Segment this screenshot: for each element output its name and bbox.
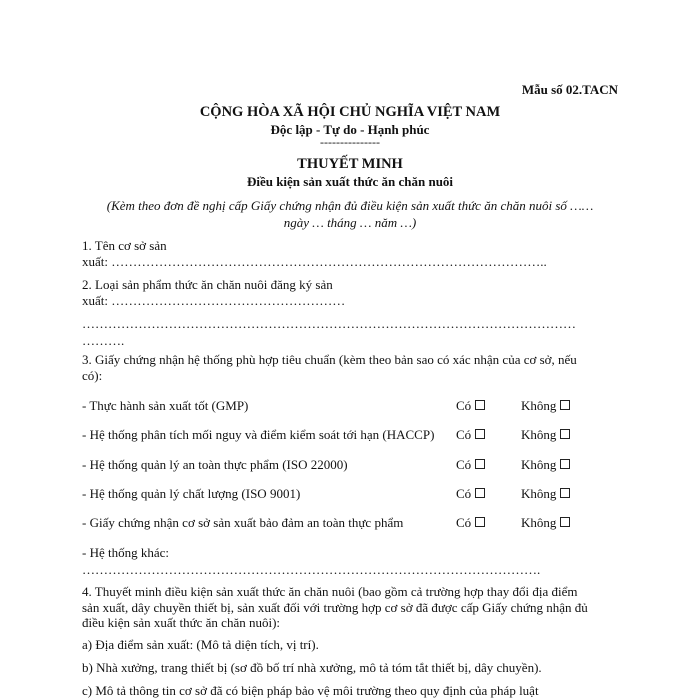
document-subtitle: Điều kiện sản xuất thức ăn chăn nuôi	[246, 174, 454, 189]
checkbox-icon	[475, 400, 485, 410]
checkbox-icon	[560, 400, 570, 410]
section2-label: 2. Loại sản phẩm thức ăn chăn nuôi đăng ký sản	[82, 277, 333, 292]
section3-heading: 3. Giấy chứng nhận hệ thống phù hợp tiêu chuẩn (kèm theo bản sao có xác nhận của cơ sở, nếu	[82, 352, 577, 367]
attachment-note-line1: (Kèm theo đơn đề nghị cấp Giấy chứng nhận đủ điều kiện sản xuất thức ăn chăn nuôi số ……	[106, 198, 594, 213]
header-separator: ---------------	[320, 135, 380, 149]
checkbox-icon	[560, 459, 570, 469]
checkbox-icon	[560, 517, 570, 527]
cert-item-other: - Hệ thống khác:	[82, 545, 170, 560]
iso9001-no-option[interactable]: Không	[521, 486, 570, 502]
national-motto: Độc lập - Tự do - Hạnh phúc	[270, 122, 430, 137]
cert-item-haccp: - Hệ thống phân tích mối nguy và điểm kiểm soát tới hạn (HACCP)	[82, 427, 435, 442]
section4-item-b: b) Nhà xưởng, trang thiết bị (sơ đồ bố trí nhà xưởng, mô tả tóm tắt thiết bị, dây chuyền).	[82, 660, 542, 675]
haccp-yes-option[interactable]: Có	[456, 427, 485, 443]
section3-heading-cont: có):	[82, 368, 103, 383]
section4-item-c: c) Mô tả thông tin cơ sở đã có biện pháp bảo vệ môi trường theo quy định của pháp luật	[82, 683, 539, 698]
cert-item-iso9001: - Hệ thống quản lý chất lượng (ISO 9001)	[82, 486, 301, 501]
country-name: CỘNG HÒA XÃ HỘI CHỦ NGHĨA VIỆT NAM	[199, 104, 501, 120]
checkbox-icon	[560, 488, 570, 498]
checkbox-icon	[475, 488, 485, 498]
section1-label: 1. Tên cơ sở sản	[82, 238, 167, 253]
checkbox-icon	[475, 517, 485, 527]
section2-dotted-line-end: ……….	[82, 333, 125, 348]
checkbox-icon	[560, 429, 570, 439]
haccp-no-option[interactable]: Không	[521, 427, 570, 443]
cert-item-gmp: - Thực hành sản xuất tốt (GMP)	[82, 398, 249, 413]
checkbox-icon	[475, 459, 485, 469]
gmp-yes-option[interactable]: Có	[456, 398, 485, 414]
form-number: Mẫu số 02.TACN	[521, 82, 618, 97]
food-safety-yes-option[interactable]: Có	[456, 515, 485, 531]
cert-item-iso22000: - Hệ thống quản lý an toàn thực phẩm (ISO 22000)	[82, 457, 348, 472]
gmp-no-option[interactable]: Không	[521, 398, 570, 414]
section4-heading-cont2: điều kiện sản xuất thức ăn chăn nuôi):	[82, 615, 281, 630]
document-title: THUYẾT MINH	[297, 156, 403, 172]
section4-heading: 4. Thuyết minh điều kiện sản xuất thức ăn chăn nuôi (bao gồm cả trường hợp thay đổi địa điểm	[82, 584, 578, 599]
section2-fill-line: xuất: ………………………………………………	[82, 293, 346, 308]
attachment-note-line2: ngày … tháng … năm …)	[283, 215, 417, 230]
section4-heading-cont1: sản xuất, dây chuyền thiết bị, sản xuất đối với trường hợp cơ sở đã được cấp Giấy chứng nhận đủ	[82, 600, 588, 615]
iso9001-yes-option[interactable]: Có	[456, 486, 485, 502]
section2-dotted-line: ……………………………………………………………………………………………………	[82, 316, 576, 331]
checkbox-icon	[475, 429, 485, 439]
cert-other-fill-line: …………………………………………………………………………………………….	[82, 562, 541, 577]
iso22000-no-option[interactable]: Không	[521, 457, 570, 473]
iso22000-yes-option[interactable]: Có	[456, 457, 485, 473]
food-safety-no-option[interactable]: Không	[521, 515, 570, 531]
section1-fill-line: xuất: ………………………………………………………………………………………..	[82, 254, 547, 269]
cert-item-food-safety: - Giấy chứng nhận cơ sở sản xuất bảo đảm an toàn thực phẩm	[82, 515, 404, 530]
section4-item-a: a) Địa điểm sản xuất: (Mô tả diện tích, vị trí).	[82, 637, 319, 652]
